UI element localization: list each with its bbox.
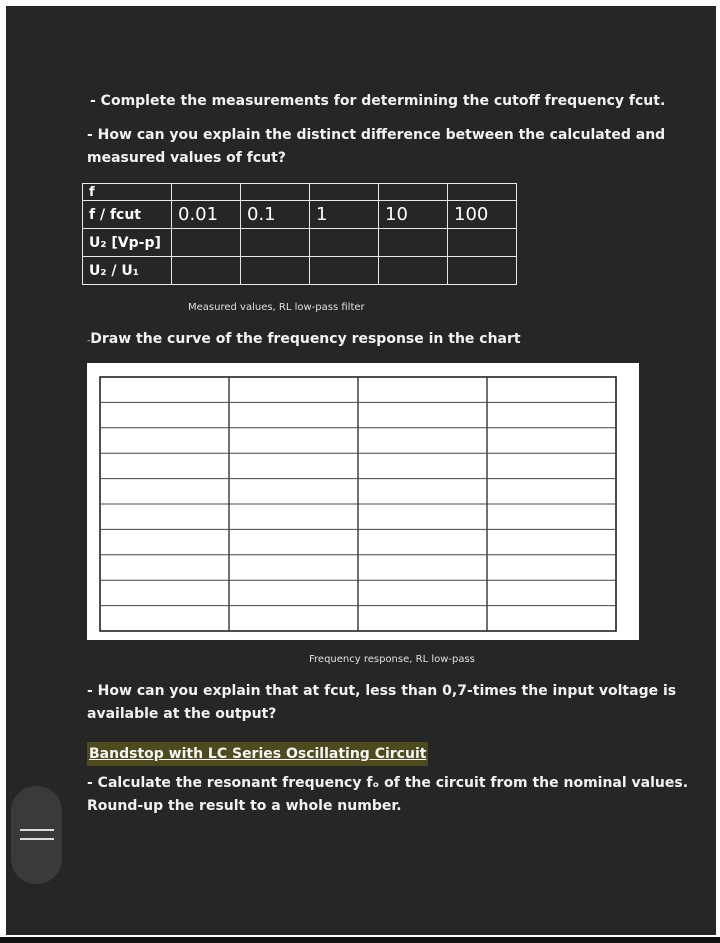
row-label-u2: U₂ [Vp-p]	[83, 229, 172, 257]
cell[interactable]	[310, 257, 379, 285]
cell[interactable]	[379, 184, 448, 201]
draw-instruction-dash: -	[87, 336, 91, 346]
chart-caption: Frequency response, RL low-pass	[309, 654, 475, 665]
cell[interactable]	[172, 184, 241, 201]
cell[interactable]	[448, 229, 517, 257]
handle-line	[20, 829, 54, 831]
cell[interactable]	[172, 229, 241, 257]
question-difference-line2: measured values of fcut?	[87, 150, 286, 166]
row-label-u2-u1: U₂ / U₁	[83, 257, 172, 285]
cell[interactable]	[379, 229, 448, 257]
bottom-edge	[0, 937, 720, 943]
cell[interactable]	[310, 184, 379, 201]
ratio-value: 0.1	[241, 201, 310, 229]
drag-handle[interactable]	[11, 786, 62, 884]
frequency-response-chart[interactable]	[87, 363, 639, 640]
table-row-u2-u1	[83, 257, 517, 285]
chart-grid	[87, 363, 639, 640]
measurement-table	[82, 183, 517, 285]
cell[interactable]	[448, 257, 517, 285]
handle-line	[20, 838, 54, 840]
cell[interactable]	[448, 184, 517, 201]
question-07-line2: available at the output?	[87, 706, 277, 722]
document-page	[6, 6, 716, 935]
ratio-value: 1	[310, 201, 379, 229]
question-resonant-line2: Round-up the result to a whole number.	[87, 798, 402, 814]
draw-instruction-text: Draw the curve of the frequency response in the chart	[90, 331, 521, 347]
ratio-value: 10	[379, 201, 448, 229]
cell[interactable]	[241, 184, 310, 201]
table-row-u2	[83, 229, 517, 257]
cell[interactable]	[241, 229, 310, 257]
ratio-value: 100	[448, 201, 517, 229]
cell[interactable]	[241, 257, 310, 285]
table-caption: Measured values, RL low-pass filter	[188, 302, 365, 313]
row-label-ratio: f / fcut	[83, 201, 172, 229]
row-label-f: f	[83, 184, 172, 201]
question-difference-line1: - How can you explain the distinct difference between the calculated and	[87, 127, 666, 143]
cell[interactable]	[172, 257, 241, 285]
cell[interactable]	[310, 229, 379, 257]
draw-instruction	[87, 328, 521, 353]
question-resonant-line1: - Calculate the resonant frequency fₒ of the circuit from the nominal values.	[87, 775, 689, 791]
table-row-ratio	[83, 201, 517, 229]
question-07-line1: - How can you explain that at fcut, less than 0,7-times the input voltage is	[87, 683, 677, 699]
cell[interactable]	[379, 257, 448, 285]
question-complete-measurements: - Complete the measurements for determining the cutoff frequency fcut.	[90, 93, 666, 109]
section-heading-bandstop[interactable]: Bandstop with LC Series Oscillating Circuit	[87, 742, 428, 766]
ratio-value: 0.01	[172, 201, 241, 229]
table-row-f	[83, 184, 517, 201]
